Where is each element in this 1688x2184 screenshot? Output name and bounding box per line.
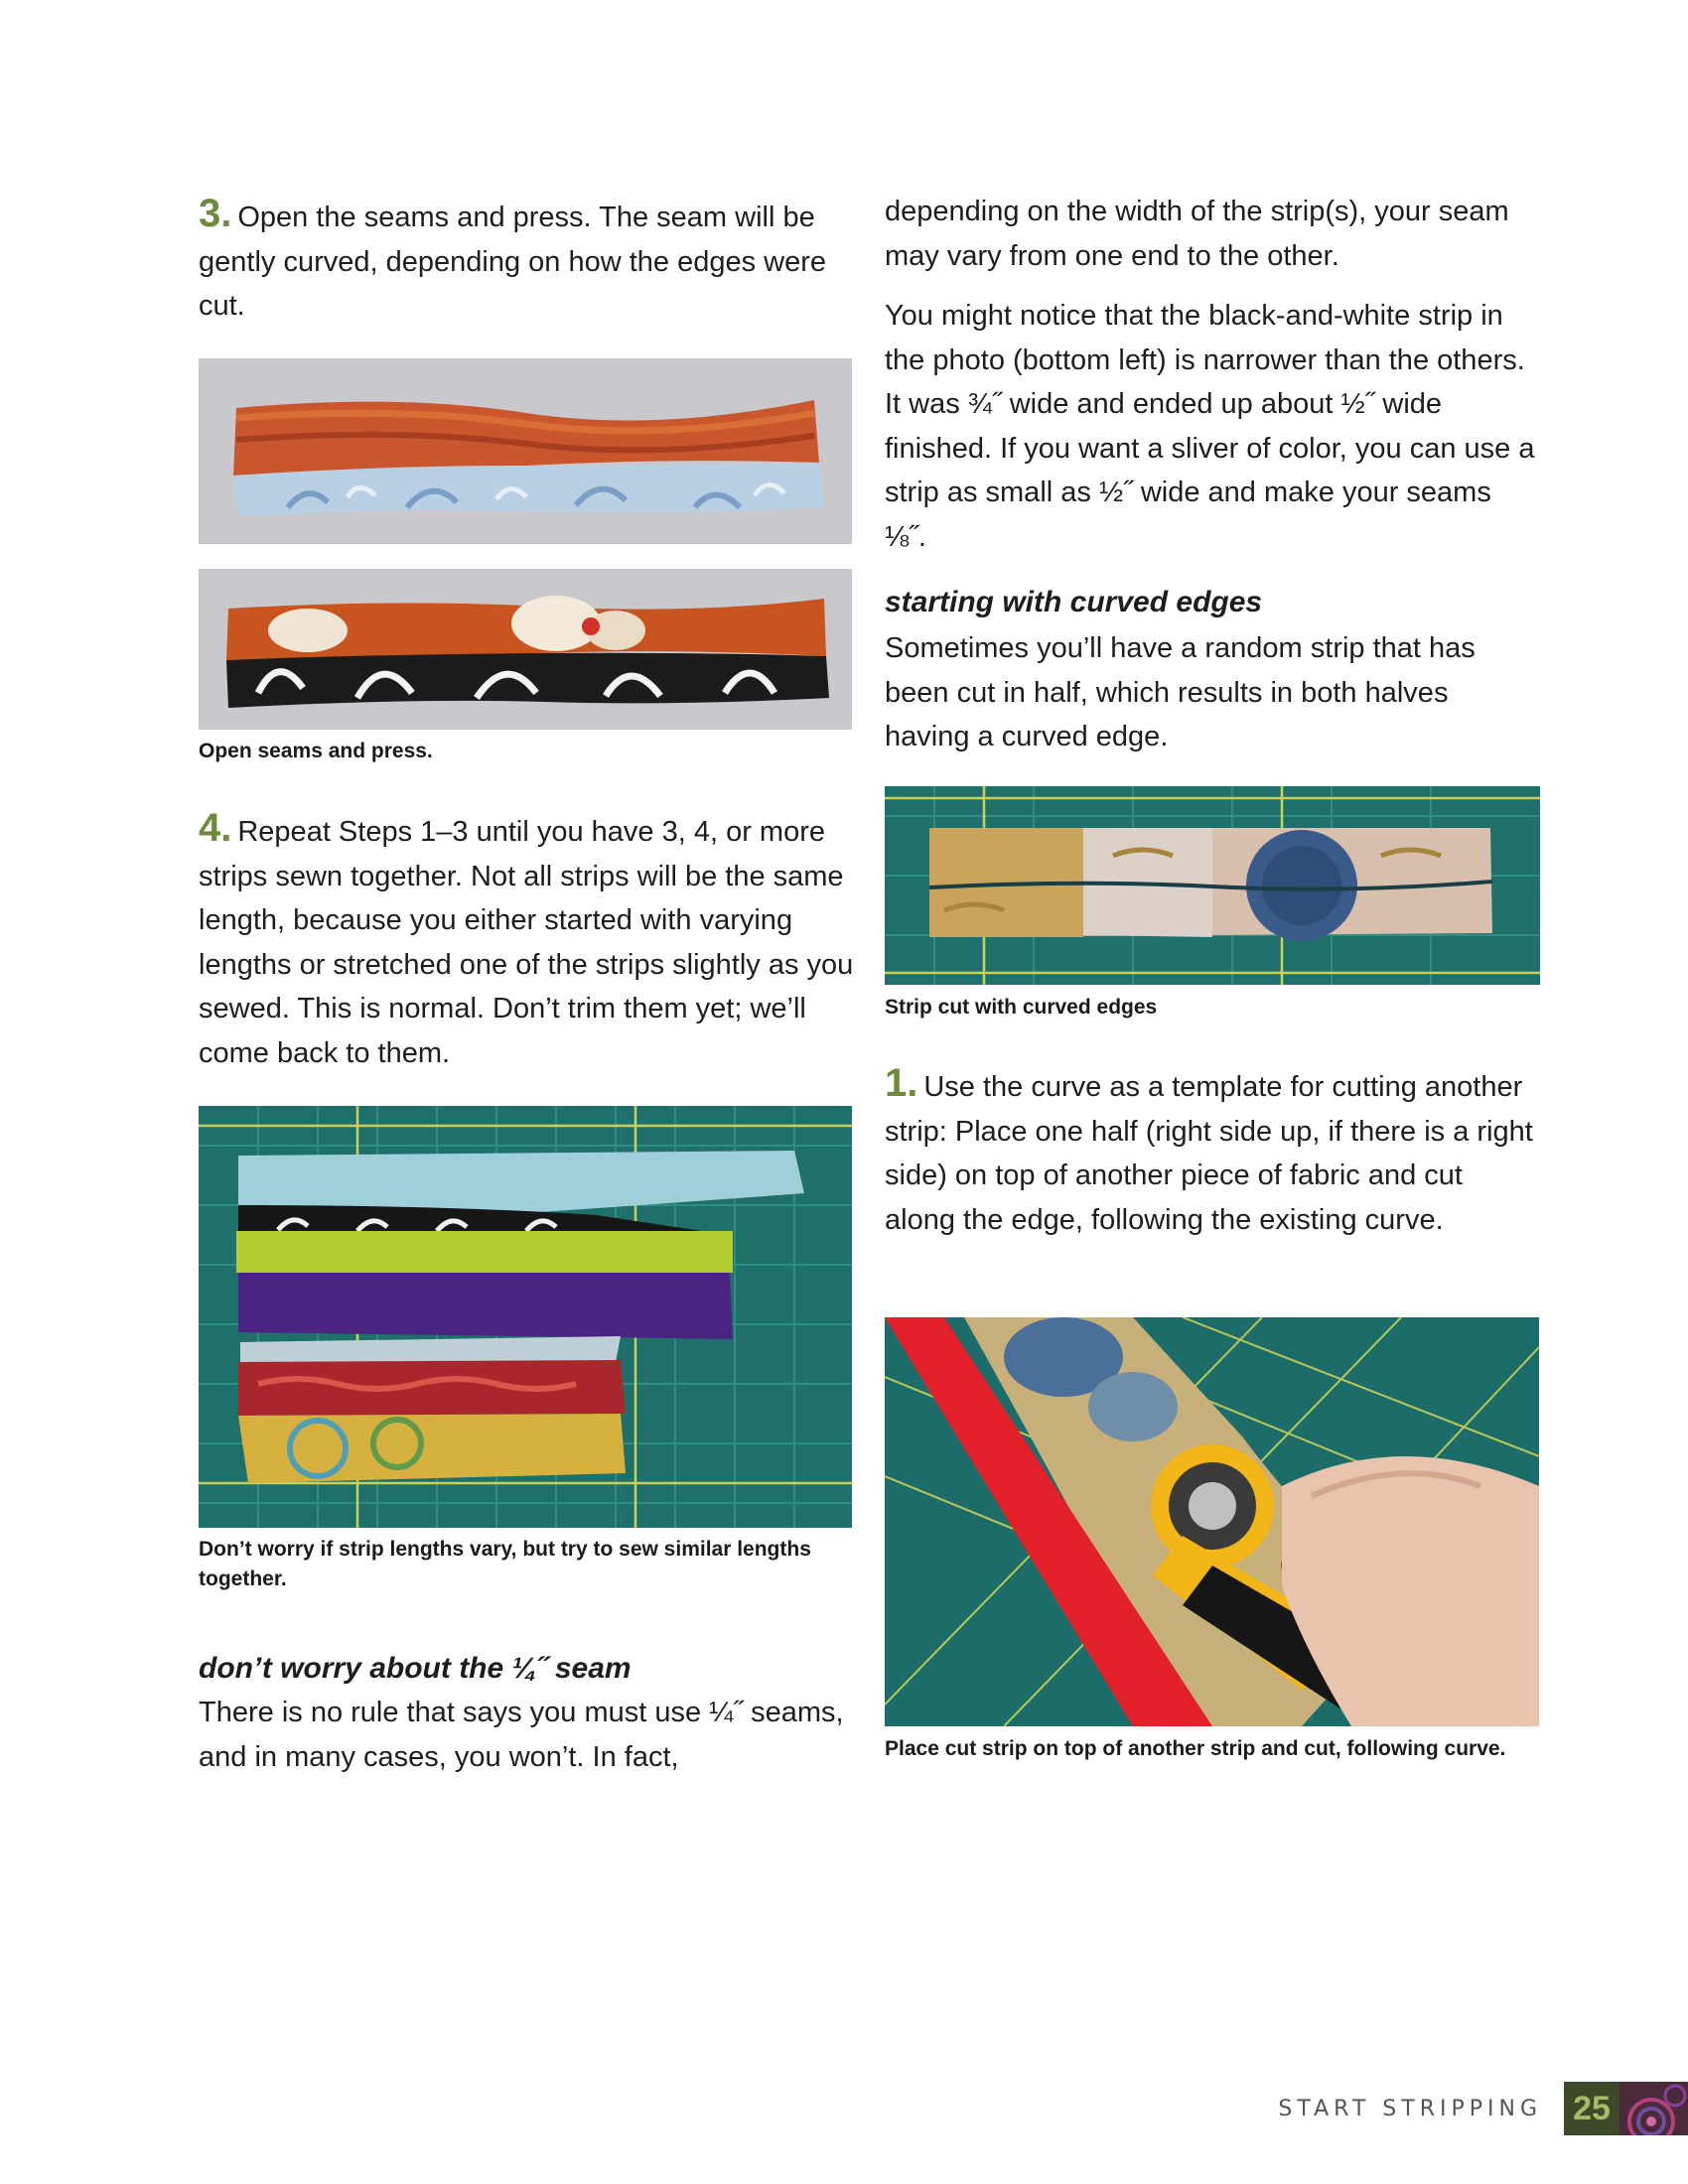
chapter-footer-label: START STRIPPING bbox=[1278, 2097, 1542, 2121]
photo-2-caption: Don’t worry if strip lengths vary, but try to sew similar lengths together. bbox=[199, 1538, 811, 1590]
step-3-paragraph bbox=[199, 192, 854, 329]
photo-curved-edges bbox=[885, 786, 1540, 985]
step-1-text: Use the curve as a template for cutting another strip: Place one half (right side up, if there is a right side) on top of another piece of fabric and cut along the edge, following the existing curve. bbox=[885, 1071, 1533, 1236]
step-3-number: 3. bbox=[199, 192, 232, 235]
section-heading-curved-edges: starting with curved edges bbox=[885, 586, 1263, 618]
photo-open-seams-top bbox=[199, 358, 852, 544]
curved-edges-text: Sometimes you’ll have a random strip that has been cut in half, which results in both halves having a curved edge. bbox=[885, 632, 1476, 752]
step-3-text: Open the seams and press. The seam will be gently curved, depending on how the edges were cut. bbox=[199, 202, 826, 322]
photo-3-caption: Strip cut with curved edges bbox=[885, 996, 1158, 1019]
page-number-badge bbox=[1564, 2082, 1688, 2135]
step-4-paragraph bbox=[199, 806, 859, 1075]
photo-1-caption: Open seams and press. bbox=[199, 740, 433, 762]
page-number: 25 bbox=[1573, 2090, 1611, 2127]
quarter-seam-text: There is no rule that says you must use ¼˝ seams, and in many cases, you won’t. In fact, bbox=[199, 1697, 844, 1773]
photo-4-caption: Place cut strip on top of another strip and cut, following curve. bbox=[885, 1737, 1506, 1760]
section-heading-quarter-seam: don’t worry about the ¼˝ seam bbox=[199, 1652, 632, 1685]
photo-open-seams-bottom bbox=[199, 569, 852, 730]
photo-rotary-cutter bbox=[885, 1317, 1539, 1726]
step-1-paragraph bbox=[885, 1061, 1540, 1242]
step-4-number: 4. bbox=[199, 806, 232, 850]
continued-paragraph: depending on the width of the strip(s), your seam may vary from one end to the other. bbox=[885, 196, 1509, 272]
step-1-number: 1. bbox=[885, 1061, 918, 1105]
photo-strip-lengths bbox=[199, 1106, 852, 1528]
narrow-strip-paragraph: You might notice that the black-and-white strip in the photo (bottom left) is narrower than the others. It was ¾˝ wide and ended up about ½˝ wide finished. If you want a sliver of color, you can use a strip as small as ½˝ wide and make your seams ⅛˝. bbox=[885, 300, 1535, 553]
step-4-text: Repeat Steps 1–3 until you have 3, 4, or more strips sewn together. Not all strips will be the same length, because you either started with varying lengths or stretched one of the strips slightly as you sewed. This is normal. Don’t trim them yet; we’ll come back to them. bbox=[199, 816, 854, 1069]
